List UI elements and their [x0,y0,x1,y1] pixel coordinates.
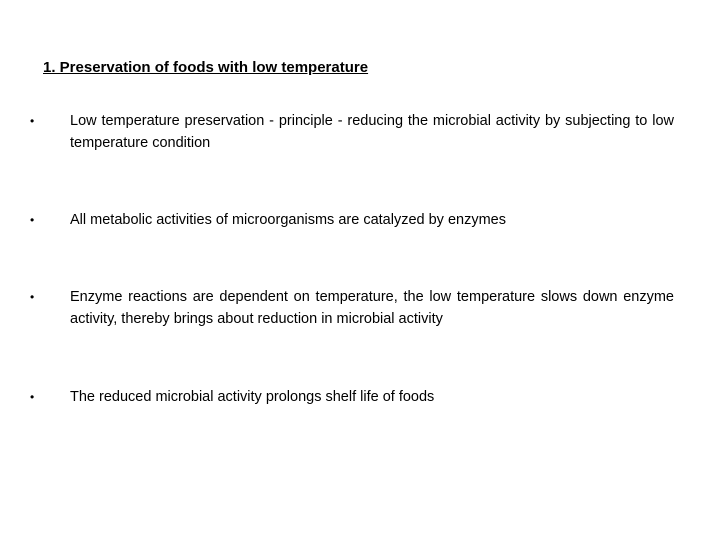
bullet-text: Low temperature preservation - principle - reducing the microbial activity by subjecting to low temperature condition [70,113,674,151]
bullet-text: The reduced microbial activity prolongs shelf life of foods [70,389,435,405]
bullet-item [30,286,674,330]
bullet-icon: • [30,213,35,227]
bullet-item [30,110,674,154]
bullet-icon: • [30,114,35,128]
bullet-item [30,209,674,231]
bullet-icon: • [30,390,35,404]
bullet-icon: • [30,290,35,304]
bullet-text: Enzyme reactions are dependent on temperature, the low temperature slows down enzyme activity, thereby brings about reduction in microbial activity [70,289,674,327]
bullet-text: All metabolic activities of microorganisms are catalyzed by enzymes [70,212,506,228]
slide-title: 1. Preservation of foods with low temperature [43,59,369,76]
bullet-item [30,386,674,408]
